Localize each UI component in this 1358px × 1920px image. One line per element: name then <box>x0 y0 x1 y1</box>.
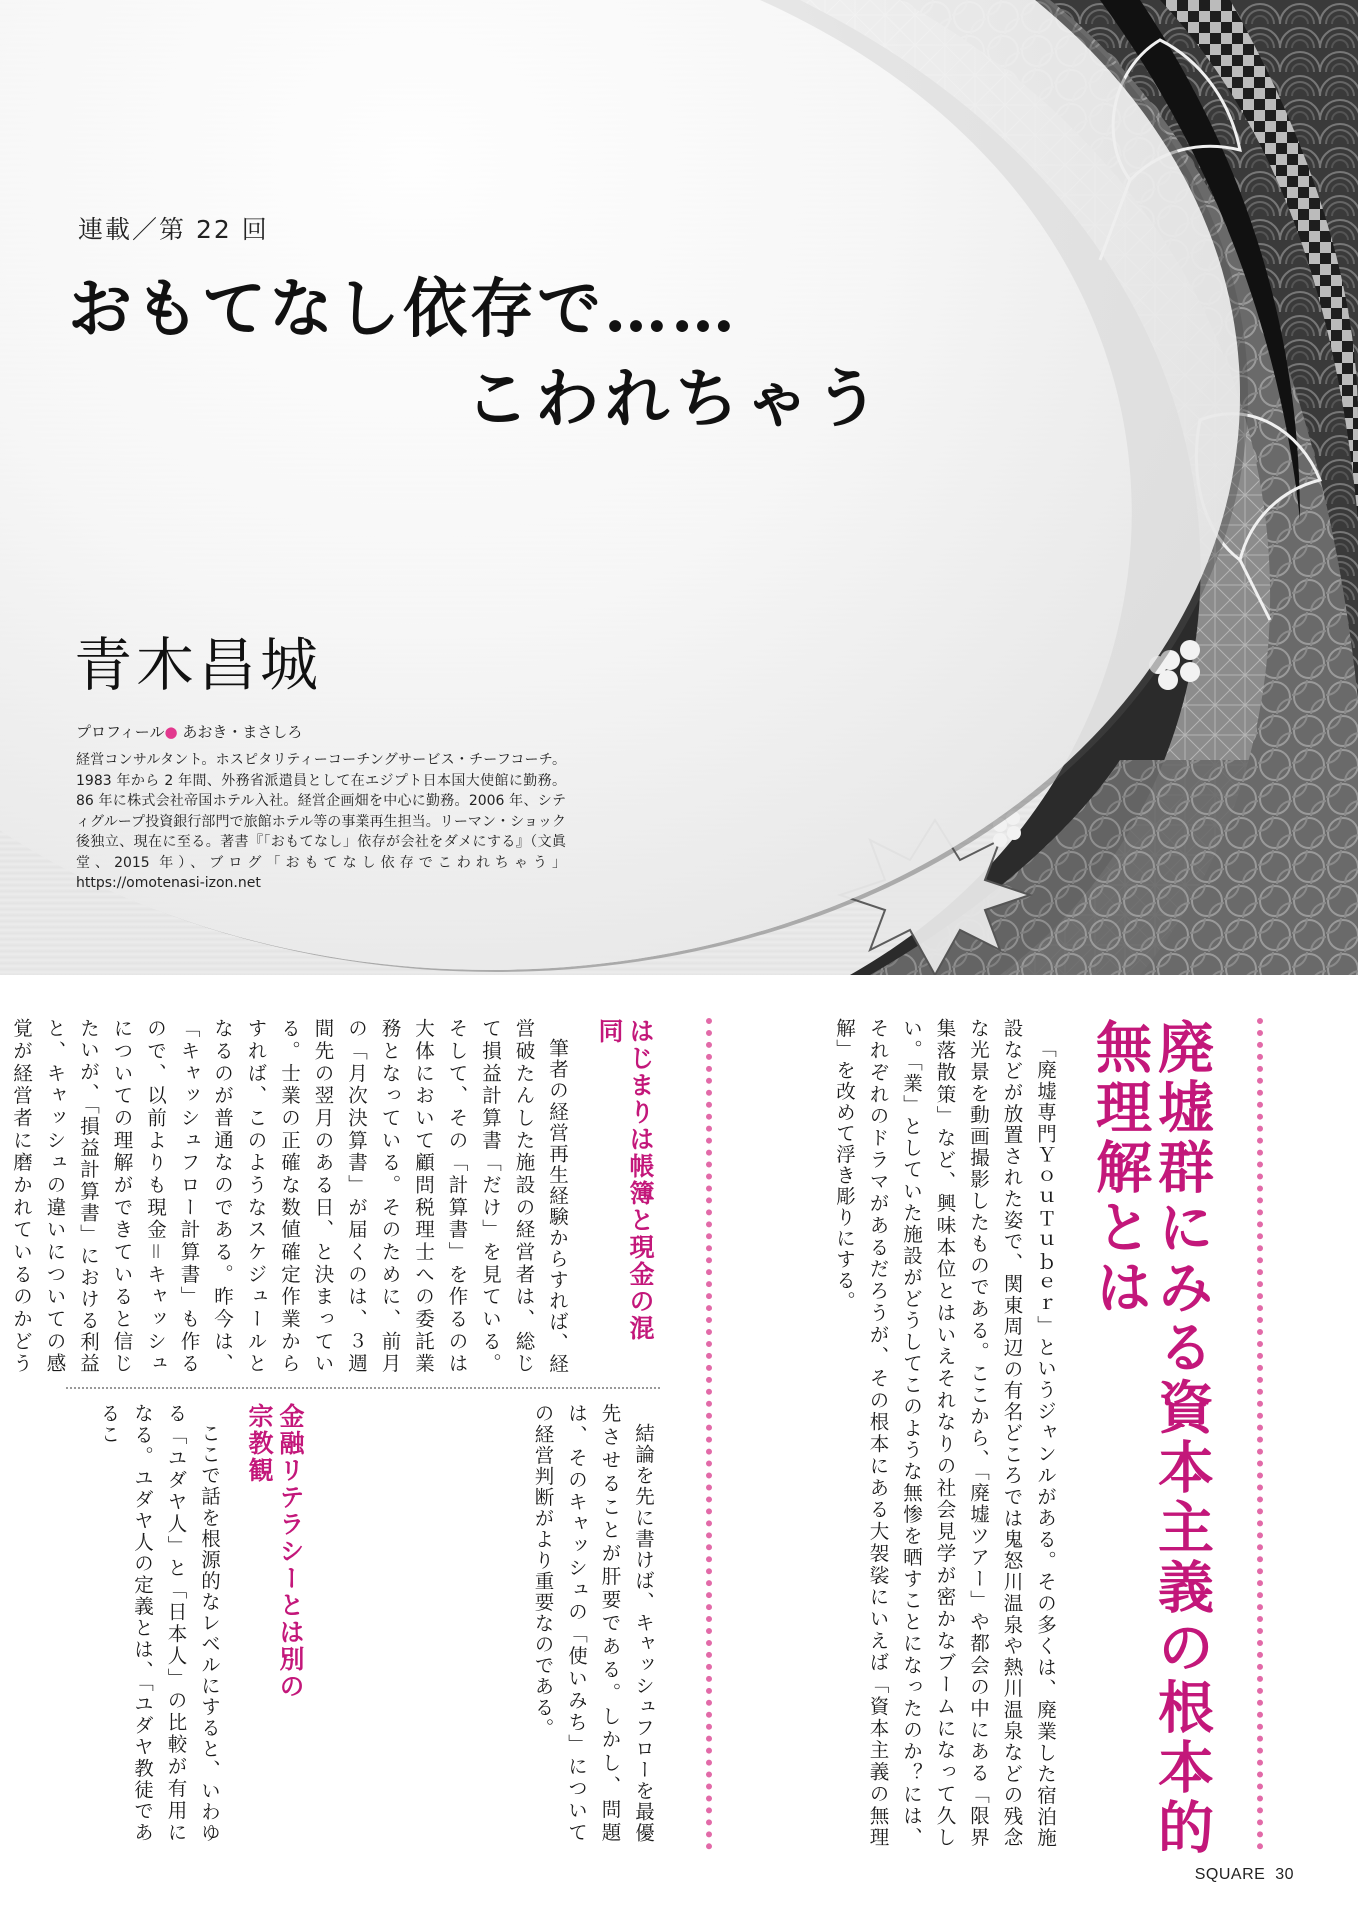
section3-paragraph: ここで話を根源的なレベルにすると、いわゆる「ユダヤ人」と「日本人」の比較が有用になる。ユダヤ人の定義とは、「ユダヤ教徒であるこ <box>97 1403 221 1843</box>
section2-text <box>10 1018 574 1374</box>
section3-heading: 金融リテラシーとは別の宗教観 <box>245 1403 305 1700</box>
page-footer <box>1195 1866 1294 1884</box>
magazine-name: SQUARE <box>1194 1866 1266 1883</box>
section1-dotted-rule-right <box>1257 1018 1263 1850</box>
pink-bullet-icon: ● <box>164 723 178 741</box>
article-title-line1: おもてなし依存で…… <box>68 272 738 347</box>
article-title-line2: こわれちゃう <box>465 362 885 437</box>
section2-paragraph2: 結論を先に書けば、キャッシュフローを最優先させることが肝要である。しかし、問題は、そのキャッシュの「使いみち」についての経営判断がより重要なのである。 <box>531 1403 655 1843</box>
serial-label: 連載／第 22 回 <box>78 215 269 244</box>
author-name: 青木昌城 <box>74 631 323 699</box>
section3-text <box>66 1403 226 1843</box>
section2-heading: はじまりは帳簿と現金の混同 <box>595 1018 655 1342</box>
section2-continued-text <box>340 1403 660 1843</box>
section1-text <box>762 1018 1062 1848</box>
section1-heading: 廃墟群にみる資本主義の根本的無理解とは <box>1087 1018 1214 1858</box>
section1-dotted-rule-left <box>706 1018 712 1850</box>
section2-paragraph1: 筆者の経営再生経験からすれば、経営破たんした施設の経営者は、総じて損益計算書「だけ」を見ている。そして、その「計算書」を作るのは大体において顧問税理士への委託業務となっている。そのために、前月の「月次決算書」が届くのは、３週間先の翌月のある日、と決まっている。士業の正確な数値確定作業からすれば、このようなスケジュールとなるのが普通なのである。昨今は、「キャッシュフロー計算書」も作るので、以前よりも現金＝キャッシュについての理解ができていると信じたいが、「損益計算書」における利益と、キャッシュの違いについての感覚が経営者に磨かれているのかどう <box>10 1018 569 1374</box>
profile-reading: あおき・まさしろ <box>182 723 303 741</box>
page-number: 30 <box>1275 1866 1294 1883</box>
profile-label <box>76 721 302 742</box>
profile-heading: プロフィール <box>76 723 165 741</box>
section1-paragraph: 「廃墟専門ＹｏｕＴｕｂｅｒ」というジャンルがある。その多くは、廃業した宿泊施設などが放置された姿で、関東周辺の有名どころでは鬼怒川温泉や熱川温泉などの残念な光景を動画撮影したものである。ここから、「廃墟ツアー」や都会の中にある「限界集落散策」など、興味本位とはいえそれなりの社会見学が密かなブームになって久しい。「業」としていた施設がどうしてこのような無惨を晒すことになったのか？には、それぞれのドラマがあるだろうが、その根本にある大袈裟にいえば「資本主義の無理解」を改めて浮き彫りにする。 <box>833 1018 1057 1849</box>
profile-text: 経営コンサルタント。ホスピタリティーコーチングサービス・チーフコーチ。1983 年から 2 年間、外務省派遣員として在エジプト日本国大使館に勤務。86 年に株式会社帝国ホテル入社。経営企画畑を中心に勤務。2006 年、シティグループ投資銀行部門で旅館ホテル等の事業再生担当。リーマン・ショック後独立、現在に至る。著書『「おもてなし」依存が会社をダメにする』（文眞堂、2015 年）、ブログ「おもてなし依存でこわれちゃう」https://omotenasi-izon.net <box>76 752 566 891</box>
section-divider <box>66 1387 660 1389</box>
